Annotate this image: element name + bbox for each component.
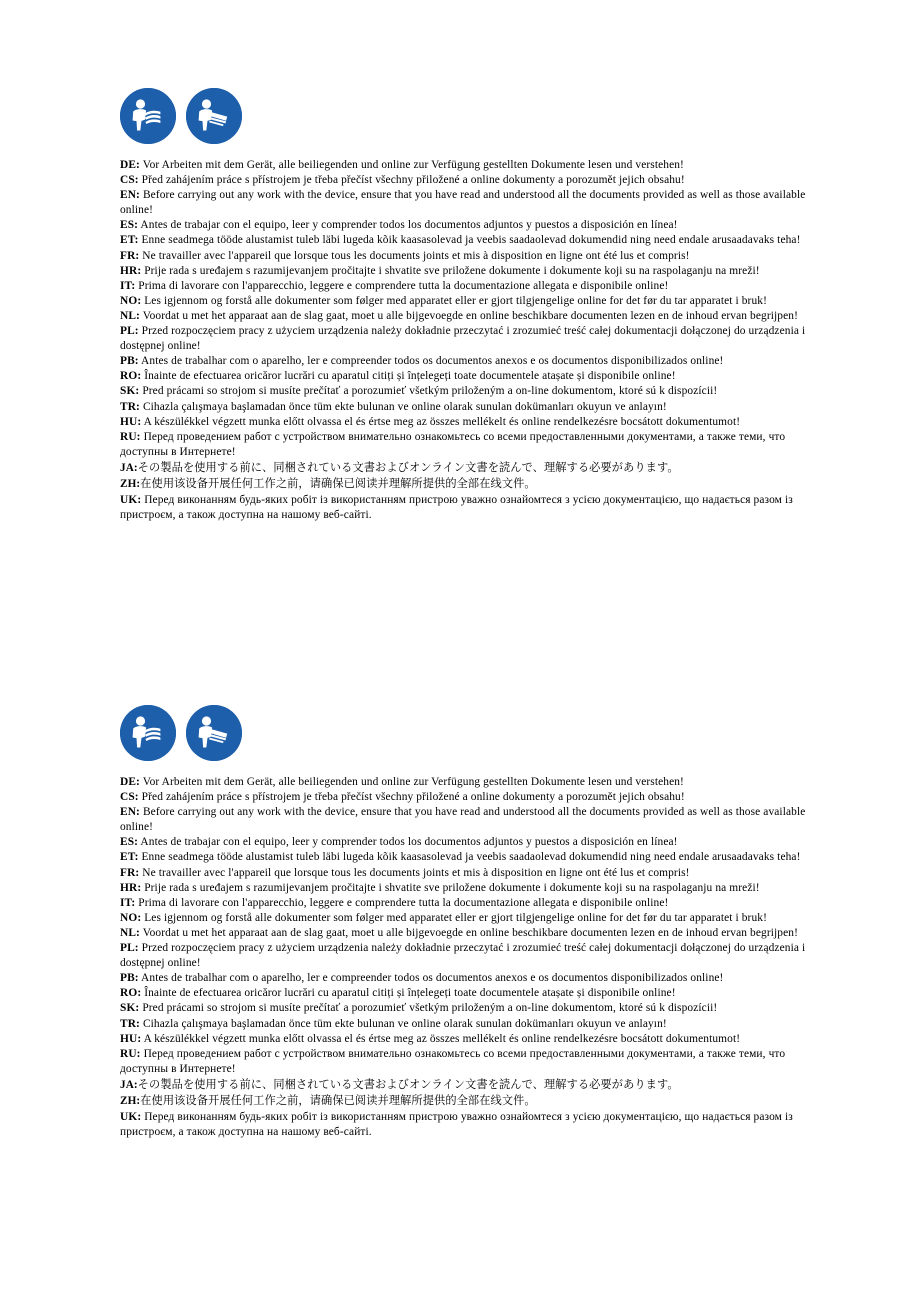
language-code: NL: [120,309,140,322]
notice-text: Antes de trabalhar com o aparelho, ler e compreender todos os documentos anexos e os documentos disponibilizados online! [141,972,724,985]
notice-text: Enne seadmega tööde alustamist tuleb läbi lugeda kõik kaasasolevad ja veebis saadaolevad dokumendid ning need endale arusaadavaks teha! [141,234,801,247]
language-code: CS: [120,791,139,804]
safety-notice-block-top [120,88,820,523]
language-code: CS: [120,174,139,187]
safety-notice-block-bottom [120,705,820,1140]
notice-line [120,249,820,264]
language-code: SK: [120,1002,140,1015]
notice-text: Před zahájením práce s přístrojem je třeba přečíst všechny přiložené a online dokumenty a porozumět jejich obsahu! [141,174,685,187]
notice-line [120,775,820,790]
notice-text: Antes de trabajar con el equipo, leer y comprender todos los documentos adjuntos y puestos a disposición en línea! [140,836,678,849]
notice-text: Les igjennom og forstå alle dokumenter som følger med apparatet eller er gjort tilgjengelige online for det før du tar apparatet i bruk! [144,911,767,924]
notice-line [120,493,820,523]
language-code: FR: [120,866,140,879]
notice-line [120,173,820,188]
notice-line [120,294,820,309]
pictogram-row [120,88,820,144]
language-code: NL: [120,926,140,939]
notice-line [120,1032,820,1047]
notice-line [120,881,820,896]
notice-text: Prije rada s uređajem s razumijevanjem pročitajte i shvatite sve priložene dokumente i dokumente koji su na raspolaganju na mreži! [144,264,760,277]
notice-line [120,309,820,324]
notice-line [120,1017,820,1032]
notice-line [120,1001,820,1016]
notice-line [120,1093,820,1110]
notice-line [120,896,820,911]
language-code: PB: [120,355,139,368]
notice-line [120,926,820,941]
notice-text: その製品を使用する前に、同梱されている文書およびオンライン文書を読んで、理解する必要があります。 [137,460,679,474]
notice-line [120,835,820,850]
notice-line [120,279,820,294]
language-code: UK: [120,494,142,507]
notice-line [120,1110,820,1140]
notice-line [120,866,820,881]
language-code: TR: [120,1017,140,1030]
notice-text: Перед проведением работ с устройством внимательно ознакомьтесь со всеми предоставленными документами, а также теми, что доступны в Интернете! [120,1047,786,1075]
notice-text: Voordat u met het apparaat aan de slag gaat, moet u alle bijgevoegde en online beschikbare documenten lezen en de inhoud ervan begrijpen! [142,926,798,939]
notice-text: Antes de trabajar con el equipo, leer y comprender todos los documentos adjuntos y puestos a disposición en línea! [140,219,678,232]
notice-line [120,971,820,986]
notice-text: Voordat u met het apparaat aan de slag gaat, moet u alle bijgevoegde en online beschikbare documenten lezen en de inhoud ervan begrijpen! [142,309,798,322]
language-code: ZH: [120,1095,141,1108]
notice-text: Înainte de efectuarea oricăror lucrări cu aparatul citiți și înțelegeți toate documentele atașate și disponibile online! [144,370,676,383]
notice-line [120,264,820,279]
language-code: SK: [120,385,140,398]
notice-text: その製品を使用する前に、同梱されている文書およびオンライン文書を読んで、理解する必要があります。 [137,1077,679,1091]
language-code: NO: [120,911,142,924]
language-code: ES: [120,836,139,849]
language-code: HR: [120,264,142,277]
notice-line [120,941,820,971]
notice-text: Antes de trabalhar com o aparelho, ler e compreender todos os documentos anexos e os documentos disponibilizados online! [141,355,724,368]
notice-line [120,1047,820,1077]
notice-line [120,354,820,369]
read-manual-icon-person-tablet [186,88,242,144]
notice-line [120,460,820,477]
notice-line [120,1077,820,1094]
language-code: PL: [120,942,139,955]
notice-line [120,430,820,460]
read-manual-icon-person-book [120,88,176,144]
notice-line [120,218,820,233]
notice-line [120,188,820,218]
notice-text: A készülékkel végzett munka előtt olvassa el és értse meg az összes mellékelt és online rendelkezésre bocsátott dokumentumot! [143,415,741,428]
language-code: PL: [120,325,139,338]
notice-text: Before carrying out any work with the device, ensure that you have read and understood all the documents provided as well as those available online! [120,189,806,217]
language-code: DE: [120,776,140,788]
notice-text: Pred prácami so strojom si musíte prečítať a porozumieť všetkým priloženým a on-line dokumentom, ktoré sú k dispozícii! [142,1002,718,1015]
language-code: IT: [120,896,136,909]
language-code: RU: [120,1047,141,1060]
notice-line [120,369,820,384]
language-code: HU: [120,415,142,428]
notice-line [120,415,820,430]
language-code: RO: [120,987,142,1000]
notice-text: Les igjennom og forstå alle dokumenter som følger med apparatet eller er gjort tilgjengelige online for det før du tar apparatet i bruk! [144,294,767,307]
notice-text: Înainte de efectuarea oricăror lucrări cu aparatul citiți și înțelegeți toate documentele atașate și disponibile online! [144,987,676,1000]
notice-text: Before carrying out any work with the device, ensure that you have read and understood all the documents provided as well as those available online! [120,806,806,834]
notice-text: Prima di lavorare con l'apparecchio, leggere e comprendere tutta la documentazione allegata e disponibile online! [138,279,669,292]
notice-text: Vor Arbeiten mit dem Gerät, alle beiliegenden und online zur Verfügung gestellten Dokumente lesen und verstehen! [142,159,684,171]
notice-text: Przed rozpoczęciem pracy z użyciem urządzenia należy dokładnie przeczytać i zrozumieć treść całej dokumentacji dołączonej do urządzenia i dostępnej online! [120,325,806,353]
notice-line [120,400,820,415]
language-code: JA: [120,461,138,474]
language-code: ES: [120,219,139,232]
language-code: JA: [120,1078,138,1091]
language-code: EN: [120,189,140,202]
notice-line [120,233,820,248]
language-code: TR: [120,400,140,413]
language-code: FR: [120,249,140,262]
notice-line [120,476,820,493]
language-code: NO: [120,294,142,307]
language-code: ZH: [120,478,141,491]
notice-text: Перед проведением работ с устройством внимательно ознакомьтесь со всеми предоставленными документами, а также теми, что доступны в Интернете! [120,430,786,458]
language-code: ET: [120,234,139,247]
language-code: HR: [120,881,142,894]
language-code: RO: [120,370,142,383]
read-manual-icon-person-book [120,705,176,761]
notice-line [120,850,820,865]
language-code: ET: [120,851,139,864]
notice-text: Vor Arbeiten mit dem Gerät, alle beiliegenden und online zur Verfügung gestellten Dokumente lesen und verstehen! [142,776,684,788]
language-code: PB: [120,972,139,985]
language-code: DE: [120,159,140,171]
language-code: EN: [120,806,140,819]
notice-text: Перед виконанням будь-яких робіт із використанням пристрою уважно ознайомтеся з усією документацією, що надається разом із пристроєм, а також доступна на нашому веб-сайті. [120,1111,793,1139]
pictogram-row [120,705,820,761]
read-manual-icon-person-tablet [186,705,242,761]
notice-text: A készülékkel végzett munka előtt olvassa el és értse meg az összes mellékelt és online rendelkezésre bocsátott dokumentumot! [143,1032,741,1045]
notice-text: Před zahájením práce s přístrojem je třeba přečíst všechny přiložené a online dokumenty a porozumět jejich obsahu! [141,791,685,804]
notice-text: Ne travailler avec l'appareil que lorsque tous les documents joints et mis à disposition en ligne ont été lus et compris! [142,866,690,879]
language-code: RU: [120,430,141,443]
notice-text: Enne seadmega tööde alustamist tuleb läbi lugeda kõik kaasasolevad ja veebis saadaolevad dokumendid ning need endale arusaadavaks teha! [141,851,801,864]
notice-text: Przed rozpoczęciem pracy z użyciem urządzenia należy dokładnie przeczytać i zrozumieć treść całej dokumentacji dołączonej do urządzenia i dostępnej online! [120,942,806,970]
notice-text: Prije rada s uređajem s razumijevanjem pročitajte i shvatite sve priložene dokumente i dokumente koji su na raspolaganju na mreži! [144,881,760,894]
language-code: IT: [120,279,136,292]
notice-line [120,790,820,805]
notice-text: Prima di lavorare con l'apparecchio, leggere e comprendere tutta la documentazione allegata e disponibile online! [138,896,669,909]
language-code: HU: [120,1032,142,1045]
notice-line [120,158,820,173]
notice-text: Cihazla çalışmaya başlamadan önce tüm ekte bulunan ve online olarak sunulan dokümanları okuyun ve anlayın! [142,400,667,413]
notice-line [120,384,820,399]
notice-lines [120,775,820,1140]
language-code: UK: [120,1111,142,1124]
notice-line [120,986,820,1001]
notice-line [120,911,820,926]
notice-text: Ne travailler avec l'appareil que lorsque tous les documents joints et mis à disposition en ligne ont été lus et compris! [142,249,690,262]
notice-text: Перед виконанням будь-яких робіт із використанням пристрою уважно ознайомтеся з усією документацією, що надається разом із пристроєм, а також доступна на нашому веб-сайті. [120,494,793,522]
notice-text: 在使用该设备开展任何工作之前，请确保已阅读并理解所提供的全部在线文件。 [140,1094,536,1108]
notice-text: 在使用该设备开展任何工作之前，请确保已阅读并理解所提供的全部在线文件。 [140,477,536,491]
notice-text: Pred prácami so strojom si musíte prečítať a porozumieť všetkým priloženým a on-line dokumentom, ktoré sú k dispozícii! [142,385,718,398]
notice-line [120,805,820,835]
notice-line [120,324,820,354]
notice-text: Cihazla çalışmaya başlamadan önce tüm ekte bulunan ve online olarak sunulan dokümanları okuyun ve anlayın! [142,1017,667,1030]
notice-lines [120,158,820,523]
